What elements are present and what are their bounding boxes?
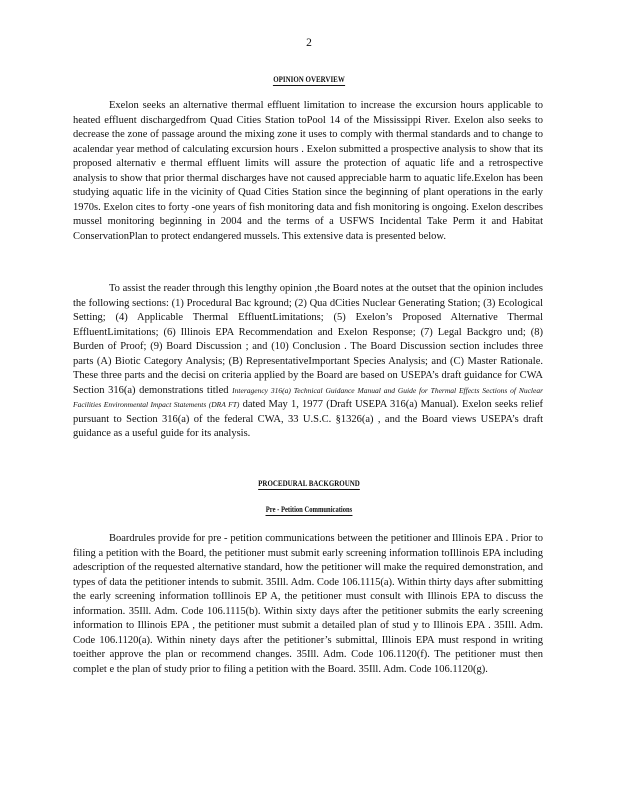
paragraph-sections-outline: [73, 282, 543, 442]
paragraph-text: To assist the reader through this lengthy opinion ,the Board notes at the outset that the opinion includes the following sections: (1) Procedural Bac kground; (2) Qua dCities Nuclear Generating Station; (3) Ecological Setting; (4) Applicable Thermal EffluentLimitations; (5) Exelon’s Proposed Alternative Thermal EffluentLimitations; (6) Illinois EPA Recommendation and Exelon Response; (7) Legal Backgro und; (8) Burden of Proof; (9) Board Discussion ; and (10) Conclusion . The Board Discussion section includes three parts (A) Biotic Category Analysis; (B) RepresentativeImportant Species Analysis; and (C) Master Rationale. These three parts and the decisi on criteria applied by the Board are based on USEPA’s draft guidance for CWA Section 316(a) demonstrations titled: [73, 283, 543, 396]
paragraph-overview: Exelon seeks an alternative thermal effluent limitation to increase the excursion hours applicable to heated effluent dischargedfrom Quad Cities Station toPool 14 of the Mississippi River. Exelon also seeks to decrease the zone of passage around the mixing zone it uses to comply with thermal standards and to change to acalendar year method of calculating excursion hours . Exelon submitted a prospective analysis to show that its proposed alternativ e thermal effluent limits will assure the protection of aquatic life and a retrospective analysis to show that prior thermal discharges have not caused appreciable harm to aquatic life.Exelon has been studying aquatic life in the vicinity of Quad Cities Station since the beginning of plant operations in the early 1970s. Exelon cites to forty -one years of fish monitoring data and fish monitoring is ongoing. Exelon describes mussel monitoring beginning in 2004 and the terms of a USFWS Incidental Take Perm it and Habitat ConservationPlan to protect endangered mussels. This extensive data is presented below.: [73, 100, 543, 242]
page-number: 2: [306, 37, 312, 49]
section-heading-opinion-overview: [56, 74, 563, 84]
section-heading-procedural-background: [56, 478, 563, 488]
subsection-heading-pre-petition: [56, 505, 563, 514]
heading-text: PROCEDURAL BACKGROUND: [258, 478, 360, 488]
heading-text: Pre - Petition Communications: [265, 505, 353, 514]
paragraph-pre-petition: Boardrules provide for pre - petition communications between the petitioner and Illinois EPA . Prior to filing a petition with the Board, the petitioner must submit early screening information toIllinois EPA including adescription of the requested alternative standard, how the petitioner will make the required demonstration, and types of data the petitioner intends to submit. 35Ill. Adm. Code 106.1115(a). Within thirty days after submitting the early screening information toIllinois EP A, the petitioner must consult with Illinois EPA to discuss the information. 35Ill. Adm. Code 106.1115(b). Within sixty days after the petitioner submits the early screening information to Illinois EPA , the petitioner must submit a detailed plan of stud y to Illinois EPA . 35Ill. Adm. Code 106.1120(a). Within ninety days after the petitioner’s submittal, Illinois EPA must respond in writing toeither approve the plan or recommend changes. 35Ill. Adm. Code 106.1120(f). The petitioner must then complet e the plan of study prior to filing a petition with the Board. 35Ill. Adm. Code 106.1120(g).: [73, 533, 543, 675]
paragraph-text: dated May 1, 1977 (Draft USEPA 316(a) Manual). Exelon seeks relief pursuant to Section 316(a) of the federal CWA, 33 U.S.C. §1326(a) , and the Board views USEPA’s draft guidance as a useful guide for its analysis.: [73, 399, 543, 439]
heading-text: OPINION OVERVIEW: [273, 74, 345, 84]
manual-title-italic: Interagency 316(a) Technical Guidance Manual and Guide for Thermal Effects Sections of Nuclear Facilities Environmental Impact Statements (DRA FT): [73, 385, 544, 409]
